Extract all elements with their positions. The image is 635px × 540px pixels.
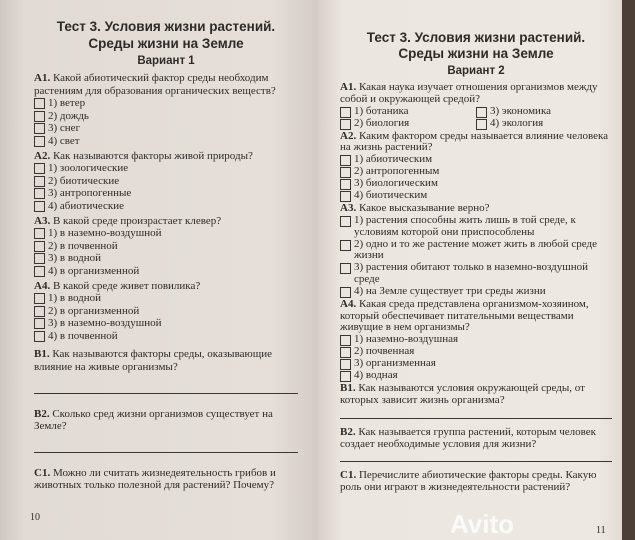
option[interactable]: 4) абиотические (34, 200, 298, 213)
option[interactable]: 4) экология (476, 118, 612, 130)
option[interactable]: 3) организменная (340, 358, 612, 370)
page-number: 11 (596, 525, 606, 536)
option[interactable]: 2) в организменной (34, 305, 298, 318)
question-c1: C1. Перечислите абиотические факторы среды. Какую роль они играют в жизнедеятельности растений? (340, 469, 597, 494)
option[interactable]: 1) в водной (34, 292, 298, 305)
checkbox[interactable] (34, 293, 45, 304)
option[interactable]: 2) биотические (34, 175, 298, 188)
checkbox[interactable] (340, 119, 351, 130)
checkbox[interactable] (340, 263, 351, 274)
question-a1: A1. Какой абиотический фактор среды необходим растениям для образования органических веществ? (34, 72, 276, 97)
checkbox[interactable] (340, 371, 351, 382)
option[interactable]: 1) ветер (34, 97, 298, 110)
checkbox[interactable] (340, 107, 351, 118)
variant-heading: Вариант 1 (137, 55, 195, 67)
page-number: 10 (30, 512, 40, 523)
option[interactable]: 1) зоологические (34, 162, 298, 175)
answer-line[interactable] (34, 451, 298, 453)
answer-line[interactable] (34, 392, 298, 394)
option[interactable]: 1) абиотическим (340, 154, 612, 166)
option[interactable]: 3) антропогенные (34, 187, 298, 200)
question-b1: B1. Как называются факторы среды, оказывающие влияние на живые организмы? (34, 348, 272, 374)
option[interactable]: 3) биологическим (340, 178, 612, 190)
checkbox[interactable] (476, 107, 487, 118)
checkbox[interactable] (340, 347, 351, 358)
checkbox[interactable] (34, 266, 45, 277)
checkbox[interactable] (34, 111, 45, 122)
question-a4: A4. Какая среда представлена организмом-хозяином, который обеспечивает питательными веществами живущие в нем организмы? (340, 297, 589, 334)
checkbox[interactable] (340, 287, 351, 298)
option[interactable]: 2) биология (340, 118, 476, 130)
option[interactable]: 1) ботаника (340, 106, 476, 118)
checkbox[interactable] (34, 331, 45, 342)
checkbox[interactable] (34, 98, 45, 109)
avito-watermark: Avito (450, 509, 515, 539)
option[interactable]: 1) растения способны жить лишь в той среде, к условиям которой они приспособлены (340, 215, 612, 239)
checkbox[interactable] (34, 188, 45, 199)
checkbox[interactable] (34, 228, 45, 239)
option[interactable]: 3) экономика (476, 106, 612, 118)
answer-line[interactable] (340, 417, 612, 419)
title-line: Тест 3. Условия жизни растений. (366, 30, 586, 45)
option[interactable]: 3) растения обитают только в наземно-воздушной среде (340, 262, 612, 286)
option[interactable]: 4) водная (340, 370, 612, 382)
option[interactable]: 2) в почвенной (34, 240, 298, 253)
question-b1: B1. Как называются условия окружающей среды, от которых зависит жизнь организма? (340, 382, 585, 406)
checkbox[interactable] (340, 155, 351, 166)
answer-line[interactable] (340, 460, 612, 462)
checkbox[interactable] (340, 216, 351, 227)
checkbox[interactable] (34, 318, 45, 329)
variant-heading: Вариант 2 (447, 65, 505, 77)
right-page (318, 0, 622, 540)
checkbox[interactable] (34, 176, 45, 187)
question-a2: A2. Как называются факторы живой природы? (34, 149, 253, 162)
question-b2: B2. Как называется группа растений, которым человек создает необходимые условия для жизни? (340, 425, 597, 450)
option[interactable]: 4) свет (34, 135, 298, 148)
checkbox[interactable] (34, 253, 45, 264)
question-b2: B2. Сколько сред жизни организмов существует на Земле? (34, 407, 273, 433)
option[interactable]: 3) в водной (34, 252, 298, 265)
option[interactable]: 3) в наземно-воздушной (34, 317, 298, 330)
title-line: Среды жизни на Земле (88, 36, 244, 51)
book-edge (622, 0, 635, 540)
option[interactable]: 2) антропогенным (340, 166, 612, 178)
option[interactable]: 4) на Земле существует три среды жизни (340, 286, 612, 298)
option[interactable]: 2) дождь (34, 110, 298, 123)
checkbox[interactable] (34, 136, 45, 147)
test-title (34, 18, 298, 52)
checkbox[interactable] (34, 306, 45, 317)
option[interactable]: 2) одно и то же растение может жить в любой среде жизни (340, 239, 612, 263)
checkbox[interactable] (476, 119, 487, 130)
test-title (340, 30, 612, 62)
option[interactable]: 4) в организменной (34, 265, 298, 278)
checkbox[interactable] (340, 179, 351, 190)
title-line: Среды жизни на Земле (398, 46, 554, 61)
option[interactable]: 2) почвенная (340, 346, 612, 358)
checkbox[interactable] (340, 359, 351, 370)
question-a3: A3. Какое высказывание верно? (340, 202, 490, 215)
question-a2: A2. Каким фактором среды называется влияние человека на жизнь растений? (340, 129, 609, 154)
checkbox[interactable] (340, 191, 351, 202)
checkbox[interactable] (34, 123, 45, 134)
title-line: Тест 3. Условия жизни растений. (56, 19, 276, 34)
checkbox[interactable] (34, 201, 45, 212)
option[interactable]: 4) биотическим (340, 190, 612, 202)
question-a1: A1. Какая наука изучает отношения организмов между собой и окружающей средой? (340, 81, 598, 105)
checkbox[interactable] (34, 163, 45, 174)
option[interactable]: 3) снег (34, 122, 298, 135)
option[interactable]: 1) наземно-воздушная (340, 334, 612, 346)
checkbox[interactable] (340, 167, 351, 178)
checkbox[interactable] (34, 241, 45, 252)
checkbox[interactable] (340, 335, 351, 346)
checkbox[interactable] (340, 240, 351, 251)
option[interactable]: 4) в почвенной (34, 330, 298, 343)
option[interactable]: 1) в наземно-воздушной (34, 227, 298, 240)
question-c1: C1. Можно ли считать жизнедеятельность грибов и животных только полезной для растений? Почему? (34, 466, 276, 492)
question-a3: A3. В какой среде произрастает клевер? (34, 214, 222, 227)
question-a4: A4. В какой среде живет повилика? (34, 279, 201, 292)
